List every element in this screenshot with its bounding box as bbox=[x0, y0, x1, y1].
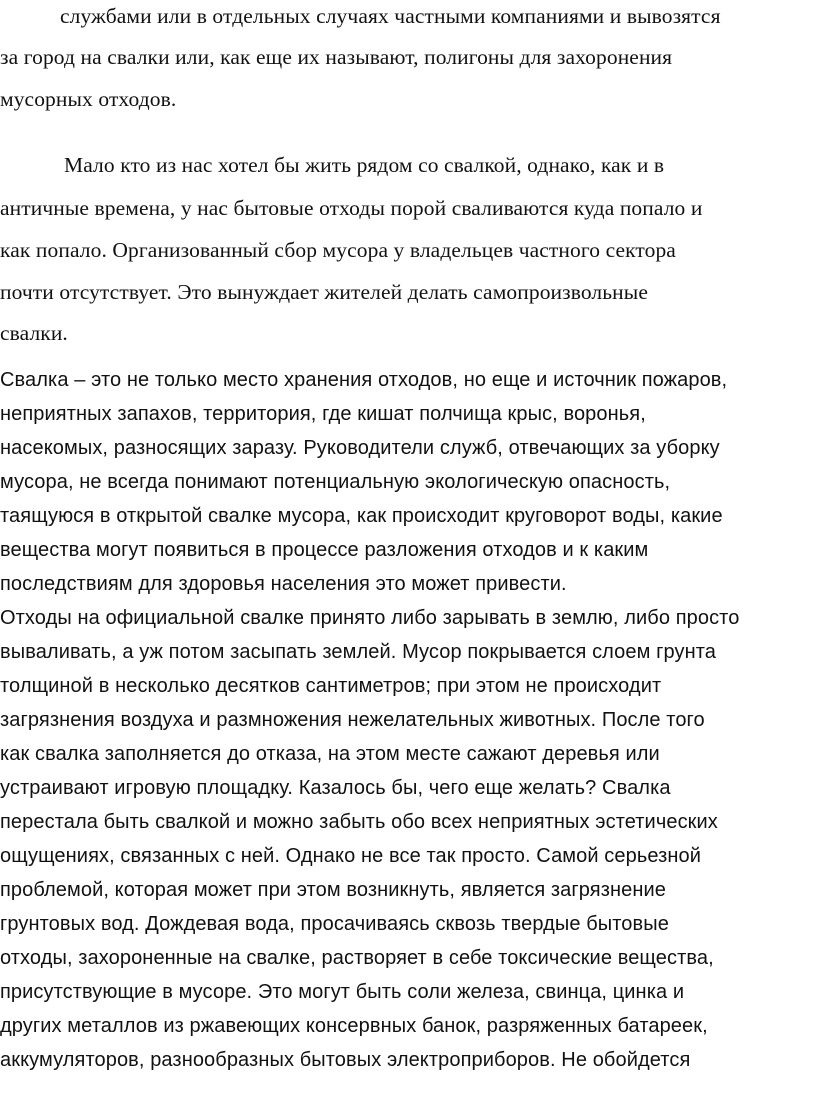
text-line: за город на свалки или, как еще их называют, полигоны для захоронения bbox=[0, 45, 673, 69]
text-line: как попало. Организованный сбор мусора у владельцев частного сектора bbox=[0, 238, 676, 262]
text-line: Мало кто из нас хотел бы жить рядом со свалкой, однако, как и в bbox=[64, 153, 665, 177]
text-line: присутствующие в мусоре. Это могут быть соли железа, свинца, цинка и bbox=[0, 981, 685, 1003]
text-line: Отходы на официальной свалке принято либо зарывать в землю, либо просто bbox=[0, 607, 740, 629]
text-line: последствиям для здоровья населения это может привести. bbox=[0, 573, 567, 595]
text-line: проблемой, которая может при этом возникнуть, является загрязнение bbox=[0, 879, 666, 901]
text-line: толщиной в несколько десятков сантиметров; при этом не происходит bbox=[0, 675, 662, 697]
text-line: аккумуляторов, разнообразных бытовых электроприборов. Не обойдется bbox=[0, 1049, 691, 1071]
text-line: ощущениях, связанных с ней. Однако не все так просто. Самой серьезной bbox=[0, 845, 702, 867]
text-line: мусора, не всегда понимают потенциальную экологическую опасность, bbox=[0, 471, 671, 493]
text-line: перестала быть свалкой и можно забыть обо всех неприятных эстетических bbox=[0, 811, 718, 833]
text-line: устраивают игровую площадку. Казалось бы, чего еще желать? Свалка bbox=[0, 777, 671, 799]
text-line: загрязнения воздуха и размножения нежелательных животных. После того bbox=[0, 709, 705, 731]
text-line: таящуюся в открытой свалке мусора, как происходит круговорот воды, какие bbox=[0, 505, 723, 527]
text-line: Свалка – это не только место хранения отходов, но еще и источник пожаров, bbox=[0, 369, 728, 391]
text-line: других металлов из ржавеющих консервных банок, разряженных батареек, bbox=[0, 1015, 708, 1037]
text-line: вещества могут появиться в процессе разложения отходов и к каким bbox=[0, 539, 649, 561]
text-line: насекомых, разносящих заразу. Руководители служб, отвечающих за уборку bbox=[0, 437, 720, 459]
text-line: мусорных отходов. bbox=[0, 87, 177, 111]
text-line: неприятных запахов, территория, где кишат полчища крыс, воронья, bbox=[0, 403, 646, 425]
text-line: грунтовых вод. Дождевая вода, просачиваясь сквозь твердые бытовые bbox=[0, 913, 669, 935]
text-line: свалки. bbox=[0, 321, 68, 345]
text-line: почти отсутствует. Это вынуждает жителей делать самопроизвольные bbox=[0, 280, 648, 304]
text-line: как свалка заполняется до отказа, на этом месте сажают деревья или bbox=[0, 743, 660, 765]
text-line: античные времена, у нас бытовые отходы порой сваливаются куда попало и bbox=[0, 196, 703, 220]
text-line: службами или в отдельных случаях частными компаниями и вывозятся bbox=[60, 4, 721, 28]
text-line: отходы, захороненные на свалке, растворяет в себе токсические вещества, bbox=[0, 947, 714, 969]
text-line: вываливать, а уж потом засыпать землей. Мусор покрывается слоем грунта bbox=[0, 641, 717, 663]
